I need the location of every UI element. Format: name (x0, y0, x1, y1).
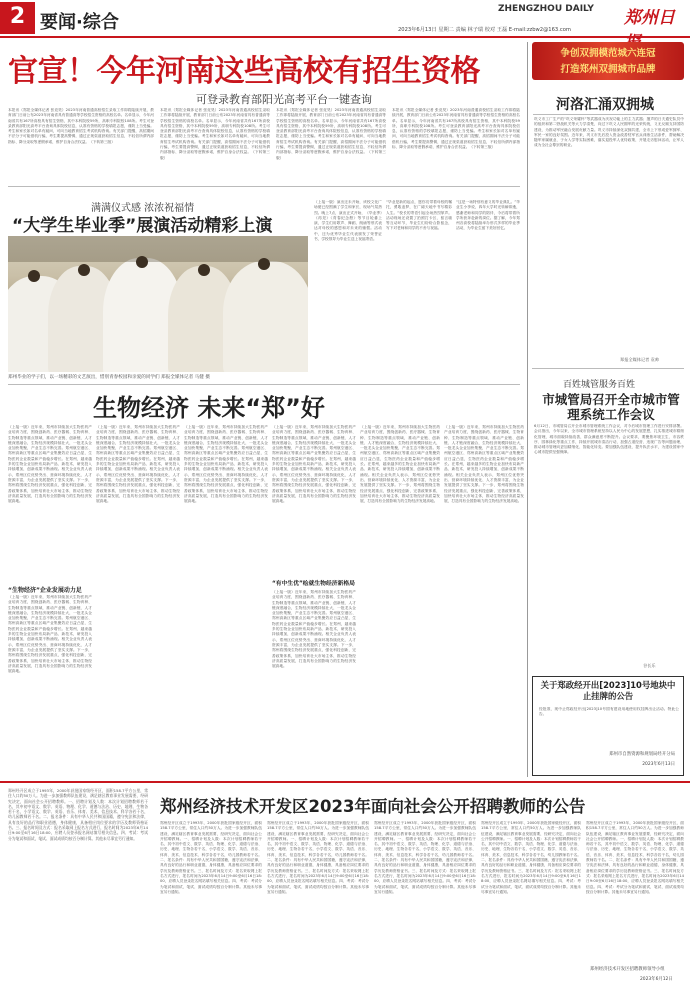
grad-photo-caption: 郑州毕业的学子们，以一场精彩的文艺演出，惜别青春校园和亲爱的同学们 郑报全媒体记者 马健 摄 (8, 375, 210, 380)
banner-top-text: 争创双拥模范城六连冠 (560, 48, 656, 59)
grad-headline: “大学生毕业季”展演活动精彩上演 (12, 216, 273, 236)
grad-body-3: “这是一场特别有意义的毕业典礼。”毕业生小李说，四年大学时光转瞬即逝，感谢老师和同学的陪伴，今后将带着所学所获奔赴新的岗位。据了解，今年郑州各高校将陆续举办形式多样的毕业季活动，为毕业生留下美好回忆。 (456, 200, 520, 231)
notice-date: 2023年6月13日 (642, 762, 675, 767)
grad-kicker: 满满仪式感 浓浓祝福情 (91, 203, 195, 214)
recruit-body-col2: 郑州经开区成立于1993年，2000年获批国家级经开区，面积158.7平方公里，常住人口约50万人。为进一步加强教师队伍建设，满足辖区教育事业发展需要，经研究决定，面向社会公开招聘教师。一、招聘计划及人数：本次计划招聘教师若干名，其中初中语文、数学、英语、物理、化学、道德与法治、历史、地理、生物各若干名，小学语文、数学、英语、音乐、体育、美术、信息技术、科学各若干名，幼儿园教师若干名。二、报名条件：具有中华人民共和国国籍，遵守宪法和法律，具有良好的品行和职业道德，身体健康，具备相应岗位要求的学历及教师资格证书。三、报名时间及方式：报名采取网上报名方式进行，报名时间为2023年6月14日9:00至6月16日18:00，应聘人员登录报名网站填写相关信息。四、考试：考试分为笔试和面试，笔试、面试成绩均按百分制计算。其他未尽事宜另行通知。 (267, 821, 369, 894)
notice-org: 郑州市自然资源和规划局经开分局 (609, 752, 675, 757)
bio-body-col4: （上接一版）近年来，郑州市持续加大生物医药产业培育力度，围绕创新药、医疗器械、生物育种、生物制造等重点领域，推动产业链、创新链、人才链深度融合，生物经济规模持续壮大，一批龙头企业加快集聚，产业生态不断完善。郑州航空港区、郑州高新区等重点区域产业集聚效应日益凸显，生物医药企业数量和产值稳步增长。在郑州，越来越多的生物企业加快布局新产品、新技术，研发投入持续增加，创新成果不断涌现。相关企业负责人表示，郑州区位优势突出、营商环境持续优化、人才资源丰富，为企业发展提供了坚实支撑。下一步，郑州将围绕生物经济发展重点，强化科技创新，完善政策体系，加快培育壮大市场主体，推动生物经济高质量发展，打造具有全国影响力的生物经济发展高地。 (272, 425, 356, 504)
bureau-headline: 市城管局召开全市城市管理系统工作会议 (542, 392, 680, 422)
lead-body: 本报讯（郑报全媒体记者 张竞昊）2023年河南普通高校招生录取工作即将陆续开展，教育部门日前公布2023年河南省具有普通高等学校招生资格的高校名单。名单显示，今年河南省共有167所高校具有招生资格，其中本科院校59所，高职专科院校108所。考生可登录教育部阳光高考平台查询具体院校信息，认准有资格的学校填报志愿，谨防上当受骗。考生和家长如对名单有疑问，可向当地教育招生考试机构咨询。有关部门提醒，高招期间不法分子可能借机行骗，考生要提高警惕，通过正规渠道获取招生信息，不轻信所谓内部指标、降分录取等虚假承诺，维护自身合法权益。（下转第三版） (8, 108, 154, 144)
grad-body-2: “毕业是新的起点，愿你们带着母校的嘱托，勇敢追梦，在广阔天地中书写精彩人生。”校长的寄语引起全场热烈掌声。活动现场还设置了拍照打卡区、留言墙等互动环节，毕业生们纷纷合影留念，写下对老师和同学的不舍与祝福。 (386, 200, 452, 231)
spring-body: 巩义市工广生产的“巩义荣耀杯”等武器成为庆祝功能上的主力武器；擅声的日夫通史队员中的组织和第二野战机关等大力学清楚，向过下巩义人民期军的光荣传统，义无反顾支持国防建设，为推动军民融合发展贡献力量。巩义市持续深化双拥共建，全市上下形成爱军拥军、军民一家的良好氛围。近年来，巩义市先后投入资金改善驻军官兵训练生活条件，帮助解决随军家属就业、子女入学等实际困难，落实退役军人优待政策，开展走访慰问活动，让军人成为全社会尊崇的职业。 (534, 117, 684, 148)
recruit-body-col1: 郑州经开区成立于1993年，2000年获批国家级经开区，面积158.7平方公里，常住人口约50万人。为进一步加强教师队伍建设，满足辖区教育事业发展需要，经研究决定，面向社会公开招聘教师。一、招聘计划及人数：本次计划招聘教师若干名，其中初中语文、数学、英语、物理、化学、道德与法治、历史、地理、生物各若干名，小学语文、数学、英语、音乐、体育、美术、信息技术、科学各若干名，幼儿园教师若干名。二、报名条件：具有中华人民共和国国籍，遵守宪法和法律，具有良好的品行和职业道德，身体健康，具备相应岗位要求的学历及教师资格证书。三、报名时间及方式：报名采取网上报名方式进行，报名时间为2023年6月14日9:00至6月16日18:00，应聘人员登录报名网站填写相关信息。四、考试：考试分为笔试和面试，笔试、面试成绩均按百分制计算。其他未尽事宜另行通知。 (160, 821, 262, 894)
notice-headline: 关于郑政经开出[2023]10号地块中止挂牌的公告 (540, 680, 676, 701)
masthead-logo: 郑州日 (624, 8, 675, 28)
bio-headline: 生物经济 未来“郑”好 (93, 394, 325, 422)
lead-body-col3: 本报讯（郑报全媒体记者 张竞昊）2023年河南普通高校招生录取工作即将陆续开展，教育部门日前公布2023年河南省具有普通高等学校招生资格的高校名单。名单显示，今年河南省共有167所高校具有招生资格，其中本科院校59所，高职专科院校108所。考生可登录教育部阳光高考平台查询具体院校信息，认准有资格的学校填报志愿，谨防上当受骗。考生和家长如对名单有疑问，可向当地教育招生考试机构咨询。有关部门提醒，高招期间不法分子可能借机行骗，考生要提高警惕，通过正规渠道获取招生信息，不轻信所谓内部指标、降分录取等虚假承诺，维护自身合法权益。（下转第三版） (276, 108, 386, 160)
grad-body-1: （上接一版）演出还未开始，该校文化广场便已经围满了学生和家长，现场气氛热烈。晚上7点，演出正式开始，《毕业季》《再见》《青春纪念册》等节目轮番上演，学生们用歌声、舞蹈、朗诵等形式表达对母校的感恩和对未来的憧憬。活动中，还为优秀毕业生代表颁发了荣誉证书，学校领导为毕业生送上祝福寄语。 (314, 200, 382, 242)
grad-photo (8, 236, 308, 372)
bio-body-col4b: （上接一版）近年来，郑州市持续加大生物医药产业培育力度，围绕创新药、医疗器械、生物育种、生物制造等重点领域，推动产业链、创新链、人才链深度融合，生物经济规模持续壮大，一批龙头企业加快集聚，产业生态不断完善。郑州航空港区、郑州高新区等重点区域产业集聚效应日益凸显，生物医药企业数量和产值稳步增长。在郑州，越来越多的生物企业加快布局新产品、新技术，研发投入持续增加，创新成果不断涌现。相关企业负责人表示，郑州区位优势突出、营商环境持续优化、人才资源丰富，为企业发展提供了坚实支撑。下一步，郑州将围绕生物经济发展重点，强化科技创新，完善政策体系，加快培育壮大市场主体，推动生物经济高质量发展，打造具有全国影响力的生物经济发展高地。 (272, 590, 356, 669)
section-name: 要闻·综合 (40, 12, 119, 33)
masthead-english: ZHENGZHOU DAILY (498, 4, 594, 14)
date-line: 2023年6月13日 星期二 责编 林子瑞 校对 王磊 E-mail:zzbw2@163.com (398, 27, 571, 33)
recruit-body-col3: 郑州经开区成立于1993年，2000年获批国家级经开区，面积158.7平方公里，常住人口约50万人。为进一步加强教师队伍建设，满足辖区教育事业发展需要，经研究决定，面向社会公开招聘教师。一、招聘计划及人数：本次计划招聘教师若干名，其中初中语文、数学、英语、物理、化学、道德与法治、历史、地理、生物各若干名，小学语文、数学、英语、音乐、体育、美术、信息技术、科学各若干名，幼儿园教师若干名。二、报名条件：具有中华人民共和国国籍，遵守宪法和法律，具有良好的品行和职业道德，身体健康，具备相应岗位要求的学历及教师资格证书。三、报名时间及方式：报名采取网上报名方式进行，报名时间为2023年6月14日9:00至6月16日18:00，应聘人员登录报名网站填写相关信息。四、考试：考试分为笔试和面试，笔试、面试成绩均按百分制计算。其他未尽事宜另行通知。 (374, 821, 476, 894)
banner-bottom-text: 打造郑州双拥城市品牌 (560, 64, 656, 75)
lead-body-col2: 本报讯（郑报全媒体记者 张竞昊）2023年河南普通高校招生录取工作即将陆续开展，教育部门日前公布2023年河南省具有普通高等学校招生资格的高校名单。名单显示，今年河南省共有167所高校具有招生资格，其中本科院校59所，高职专科院校108所。考生可登录教育部阳光高考平台查询具体院校信息，认准有资格的学校填报志愿，谨防上当受骗。考生和家长如对名单有疑问，可向当地教育招生考试机构咨询。有关部门提醒，高招期间不法分子可能借机行骗，考生要提高警惕，通过正规渠道获取招生信息，不轻信所谓内部指标、降分录取等虚假承诺，维护自身合法权益。（下转第三版） (160, 108, 270, 160)
notice-body: 经批准，现中止郑政经开出[2023]10号国有建设用地使用权挂牌出让活动。特此公告。 (539, 707, 679, 717)
lead-subhead: 可登录教育部阳光高考平台一键查询 (196, 93, 372, 106)
spring-credit: 郑报全媒体记者 袁帅 (620, 357, 660, 362)
bureau-author: 谷长乐 (643, 663, 656, 668)
notice-box (532, 676, 684, 776)
recruit-side-body: 郑州经开区成立于1993年，2000年获批国家级经开区，面积158.7平方公里，常住人口约50万人。为进一步加强教师队伍建设，满足辖区教育事业发展需要，经研究决定，面向社会公开招聘教师。一、招聘计划及人数：本次计划招聘教师若干名，其中初中语文、数学、英语、物理、化学、道德与法治、历史、地理、生物各若干名，小学语文、数学、英语、音乐、体育、美术、信息技术、科学各若干名，幼儿园教师若干名。二、报名条件：具有中华人民共和国国籍，遵守宪法和法律，具有良好的品行和职业道德，身体健康，具备相应岗位要求的学历及教师资格证书。三、报名时间及方式：报名采取网上报名方式进行，报名时间为2023年6月14日9:00至6月16日18:00，应聘人员登录报名网站填写相关信息。四、考试：考试分为笔试和面试，笔试、面试成绩均按百分制计算。其他未尽事宜另行通知。 (8, 788, 148, 841)
spring-headline: 河洛汇涌双拥城 (556, 97, 654, 113)
lead-headline: 官宣！今年河南这些高校有招生资格 (8, 54, 480, 89)
bio-body-col1b: （上接一版）近年来，郑州市持续加大生物医药产业培育力度，围绕创新药、医疗器械、生物育种、生物制造等重点领域，推动产业链、创新链、人才链深度融合，生物经济规模持续壮大，一批龙头企业加快集聚，产业生态不断完善。郑州航空港区、郑州高新区等重点区域产业集聚效应日益凸显，生物医药企业数量和产值稳步增长。在郑州，越来越多的生物企业加快布局新产品、新技术，研发投入持续增加，创新成果不断涌现。相关企业负责人表示，郑州区位优势突出、营商环境持续优化、人才资源丰富，为企业发展提供了坚实支撑。下一步，郑州将围绕生物经济发展重点，强化科技创新，完善政策体系，加快培育壮大市场主体，推动生物经济高质量发展，打造具有全国影响力的生物经济发展高地。 (8, 595, 92, 674)
recruit-headline: 郑州经济技术开发区2023年面向社会公开招聘教师的公告 (160, 797, 586, 816)
lead-body-col4: 本报讯（郑报全媒体记者 张竞昊）2023年河南普通高校招生录取工作即将陆续开展，教育部门日前公布2023年河南省具有普通高等学校招生资格的高校名单。名单显示，今年河南省共有167所高校具有招生资格，其中本科院校59所，高职专科院校108所。考生可登录教育部阳光高考平台查询具体院校信息，认准有资格的学校填报志愿，谨防上当受骗。考生和家长如对名单有疑问，可向当地教育招生考试机构咨询。有关部门提醒，高招期间不法分子可能借机行骗，考生要提高警惕，通过正规渠道获取招生信息，不轻信所谓内部指标、降分录取等虚假承诺，维护自身合法权益。（下转第三版） (392, 108, 520, 150)
bio-body-col3: （上接一版）近年来，郑州市持续加大生物医药产业培育力度，围绕创新药、医疗器械、生物育种、生物制造等重点领域，推动产业链、创新链、人才链深度融合，生物经济规模持续壮大，一批龙头企业加快集聚，产业生态不断完善。郑州航空港区、郑州高新区等重点区域产业集聚效应日益凸显，生物医药企业数量和产值稳步增长。在郑州，越来越多的生物企业加快布局新产品、新技术，研发投入持续增加，创新成果不断涌现。相关企业负责人表示，郑州区位优势突出、营商环境持续优化、人才资源丰富，为企业发展提供了坚实支撑。下一步，郑州将围绕生物经济发展重点，强化科技创新，完善政策体系，加快培育壮大市场主体，推动生物经济高质量发展，打造具有全国影响力的生物经济发展高地。 (184, 425, 268, 504)
bureau-body: 6月12日，市城管局召开全市城市管理系统工作会议，对今后城市管理工作进行安排部署。会议指出，今年以来，全市城市管理系统坚持以人民为中心的发展思想，扎实推进城市精细化管理，城市面貌持续改善，群众满意度不断提升。会议要求，要聚焦环境卫生、市容秩序、园林绿化等重点工作，持续开展城市清洁行动，加强占道经营、违规广告等问题治理，推动城市管理向更加精细化、智能化转变。要加强队伍建设，提升执法水平，为建设国家中心城市提供坚强保障。 (534, 424, 684, 455)
recruit-org: 郑州经济技术开发区招聘教师领导小组 (590, 967, 665, 972)
spring-banner (532, 42, 684, 80)
bio-body-col5: （上接一版）近年来，郑州市持续加大生物医药产业培育力度，围绕创新药、医疗器械、生物育种、生物制造等重点领域，推动产业链、创新链、人才链深度融合，生物经济规模持续壮大，一批龙头企业加快集聚，产业生态不断完善。郑州航空港区、郑州高新区等重点区域产业集聚效应日益凸显，生物医药企业数量和产值稳步增长。在郑州，越来越多的生物企业加快布局新产品、新技术，研发投入持续增加，创新成果不断涌现。相关企业负责人表示，郑州区位优势突出、营商环境持续优化、人才资源丰富，为企业发展提供了坚实支撑。下一步，郑州将围绕生物经济发展重点，强化科技创新，完善政策体系，加快培育壮大市场主体，推动生物经济高质量发展，打造具有全国影响力的生物经济发展高地。 (360, 425, 440, 504)
bio-body-col2: （上接一版）近年来，郑州市持续加大生物医药产业培育力度，围绕创新药、医疗器械、生物育种、生物制造等重点领域，推动产业链、创新链、人才链深度融合，生物经济规模持续壮大，一批龙头企业加快集聚，产业生态不断完善。郑州航空港区、郑州高新区等重点区域产业集聚效应日益凸显，生物医药企业数量和产值稳步增长。在郑州，越来越多的生物企业加快布局新产品、新技术，研发投入持续增加，创新成果不断涌现。相关企业负责人表示，郑州区位优势突出、营商环境持续优化、人才资源丰富，为企业发展提供了坚实支撑。下一步，郑州将围绕生物经济发展重点，强化科技创新，完善政策体系，加快培育壮大市场主体，推动生物经济高质量发展，打造具有全国影响力的生物经济发展高地。 (96, 425, 180, 504)
bio-subhead-2: “有中生优”绘就生物经济新格局 (272, 581, 355, 587)
bio-body-col6: （上接一版）近年来，郑州市持续加大生物医药产业培育力度，围绕创新药、医疗器械、生物育种、生物制造等重点领域，推动产业链、创新链、人才链深度融合，生物经济规模持续壮大，一批龙头企业加快集聚，产业生态不断完善。郑州航空港区、郑州高新区等重点区域产业集聚效应日益凸显，生物医药企业数量和产值稳步增长。在郑州，越来越多的生物企业加快布局新产品、新技术，研发投入持续增加，创新成果不断涌现。相关企业负责人表示，郑州区位优势突出、营商环境持续优化、人才资源丰富，为企业发展提供了坚实支撑。下一步，郑州将围绕生物经济发展重点，强化科技创新，完善政策体系，加快培育壮大市场主体，推动生物经济高质量发展，打造具有全国影响力的生物经济发展高地。 (444, 425, 524, 504)
recruit-body-col4: 郑州经开区成立于1993年，2000年获批国家级经开区，面积158.7平方公里，常住人口约50万人。为进一步加强教师队伍建设，满足辖区教育事业发展需要，经研究决定，面向社会公开招聘教师。一、招聘计划及人数：本次计划招聘教师若干名，其中初中语文、数学、英语、物理、化学、道德与法治、历史、地理、生物各若干名，小学语文、数学、英语、音乐、体育、美术、信息技术、科学各若干名，幼儿园教师若干名。二、报名条件：具有中华人民共和国国籍，遵守宪法和法律，具有良好的品行和职业道德，身体健康，具备相应岗位要求的学历及教师资格证书。三、报名时间及方式：报名采取网上报名方式进行，报名时间为2023年6月14日9:00至6月16日18:00，应聘人员登录报名网站填写相关信息。四、考试：考试分为笔试和面试，笔试、面试成绩均按百分制计算。其他未尽事宜另行通知。 (481, 821, 581, 894)
bureau-kicker: 百姓城管服务百姓 (563, 380, 636, 390)
bio-subhead-1: “生物经济”企业发展动力足 (8, 587, 82, 594)
recruit-date: 2023年6月12日 (640, 977, 673, 982)
page-number: 2 (0, 2, 35, 34)
recruit-body-col5: 郑州经开区成立于1993年，2000年获批国家级经开区，面积158.7平方公里，常住人口约50万人。为进一步加强教师队伍建设，满足辖区教育事业发展需要，经研究决定，面向社会公开招聘教师。一、招聘计划及人数：本次计划招聘教师若干名，其中初中语文、数学、英语、物理、化学、道德与法治、历史、地理、生物各若干名，小学语文、数学、英语、音乐、体育、美术、信息技术、科学各若干名，幼儿园教师若干名。二、报名条件：具有中华人民共和国国籍，遵守宪法和法律，具有良好的品行和职业道德，身体健康，具备相应岗位要求的学历及教师资格证书。三、报名时间及方式：报名采取网上报名方式进行，报名时间为2023年6月14日9:00至6月16日18:00，应聘人员登录报名网站填写相关信息。四、考试：考试分为笔试和面试，笔试、面试成绩均按百分制计算。其他未尽事宜另行通知。 (586, 821, 684, 894)
bio-body-col1: （上接一版）近年来，郑州市持续加大生物医药产业培育力度，围绕创新药、医疗器械、生物育种、生物制造等重点领域，推动产业链、创新链、人才链深度融合，生物经济规模持续壮大，一批龙头企业加快集聚，产业生态不断完善。郑州航空港区、郑州高新区等重点区域产业集聚效应日益凸显，生物医药企业数量和产值稳步增长。在郑州，越来越多的生物企业加快布局新产品、新技术，研发投入持续增加，创新成果不断涌现。相关企业负责人表示，郑州区位优势突出、营商环境持续优化、人才资源丰富，为企业发展提供了坚实支撑。下一步，郑州将围绕生物经济发展重点，强化科技创新，完善政策体系，加快培育壮大市场主体，推动生物经济高质量发展，打造具有全国影响力的生物经济发展高地。 (8, 425, 92, 504)
